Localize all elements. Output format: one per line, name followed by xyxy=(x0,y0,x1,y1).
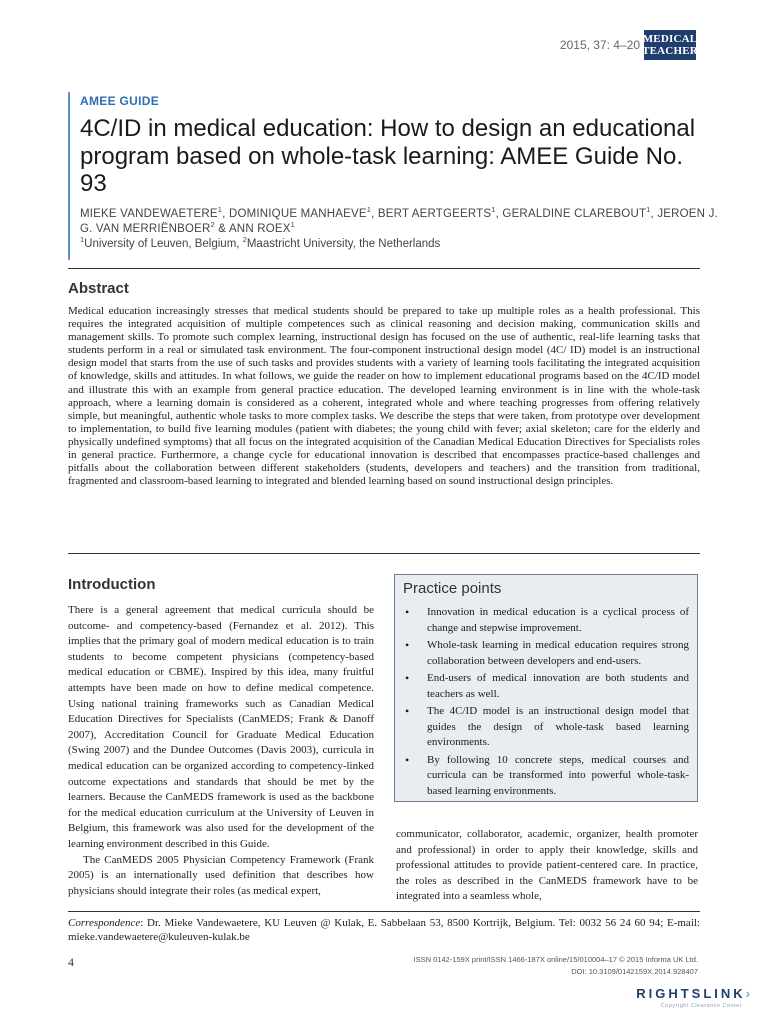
article-title: 4C/ID in medical education: How to design an educational program based on whole-task learning: AMEE Guide No. 93 xyxy=(80,115,696,197)
introduction-continuation: communicator, collaborator, academic, organizer, health promoter and professional) in order to apply their knowledge, skills and professional attitudes to provide patient-centered care. In practice, the roles as described in the CanMEDS framework have to be integrated into a seamless whole, xyxy=(396,828,698,903)
author-affiliation-marker: 1 xyxy=(217,205,223,215)
author-affiliation-marker: 2 xyxy=(210,219,215,229)
affiliation-marker: 1 xyxy=(80,235,85,245)
author-name: GERALDINE CLAREBOUT xyxy=(502,208,647,220)
rightslink-logo xyxy=(636,986,750,1001)
author-separator: , xyxy=(222,208,229,220)
abstract-heading: Abstract xyxy=(68,280,129,297)
title-accent-rule xyxy=(68,92,70,260)
author-name: MIEKE VANDEWAETERE xyxy=(80,208,218,220)
introduction-heading: Introduction xyxy=(68,576,156,593)
author-affiliation-marker: 1 xyxy=(491,205,496,215)
page-number: 4 xyxy=(68,955,74,969)
correspondence-note xyxy=(68,917,700,944)
doi-line: DOI: 10.3109/0142159X.2014.928407 xyxy=(571,967,698,976)
correspondence-text: : Dr. Mieke Vandewaetere, KU Leuven @ Kulak, E. Sabbelaan 53, 8500 Kortrijk, Belgium. Tel: 0032 56 24 60 94; E-mail: mieke.vandewaetere@kuleuven-kulak.be xyxy=(68,917,700,943)
abstract-text: Medical education increasingly stresses that medical students should be prepared to take up multiple roles as a health professional. This requires the integrated acquisition of multiple competences such as clinical reasoning and decision making, communication skills and management skills. To promote such complex learning, instructional design has focused on the use of authentic, real-life learning tasks that students perform in a real or simulated task environment. The four-component instructional design model (4C/ ID) model is an instructional design model that starts from the use of such tasks and provides students with a variety of learning tools facilitating the integrated acquisition of knowledge, skills and attitudes. In what follows, we guide the reader on how to implement educational programs based on the 4C/ID model and illustrate this with an example from general practice education. The developed learning environment is in line with the whole-task approach, where a learning domain is considered as a coherent, integrated whole and where teaching progresses from offering relatively simple, but meaningful, authentic whole tasks to more complex tasks. We describe the steps that were taken, from prototype over development to implementation, to build five learning modules (patient with diabetes; the young child with fever; axial skeleton; care for the elderly and physically undefined symptoms) that all focus on the integrated acquisition of the Canadian Medical Education Directives for Specialists roles in general practice. Furthermore, a change cycle for educational innovation is described that encompasses practice-based challenges and pitfalls about the collaboration between different stakeholders (students, developers and teachers) and the transition from traditional, fragmented and classroom-based learning to integrated and blended learning based on sound instructional design principles. xyxy=(68,305,700,488)
footer-divider xyxy=(68,911,700,912)
affiliations xyxy=(80,235,441,250)
intro-paragraph: The CanMEDS 2005 Physician Competency Framework (Frank 2005) is an internationally used definition that describes how physicians should integrate their roles (as medical expert, xyxy=(68,853,374,897)
practice-point-item: • Innovation in medical education is a cyclical process of change and stepwise improvement. xyxy=(395,605,697,636)
author-affiliation-marker: 1 xyxy=(646,205,651,215)
rightslink-arrow-icon: › xyxy=(745,986,750,1001)
affiliation-text: University of Leuven, Belgium, xyxy=(84,238,243,250)
divider xyxy=(68,553,700,554)
divider xyxy=(68,268,700,269)
author-name: DOMINIQUE MANHAEVE xyxy=(228,208,367,220)
practice-point-item: • The 4C/ID model is an instructional design model that guides the design of whole-task based learning environments. xyxy=(395,704,697,751)
author-affiliation-marker: 1 xyxy=(290,219,295,229)
author-separator: , xyxy=(371,208,378,220)
logo-line-2: TEACHER xyxy=(642,45,698,57)
journal-logo xyxy=(644,30,696,60)
citation: 2015, 37: 4–20 xyxy=(559,38,640,52)
practice-points-list xyxy=(395,605,697,801)
practice-point-item: • By following 10 concrete steps, medical courses and curricula can be transformed into powerful whole-task-based learning environments. xyxy=(395,753,697,800)
rightslink-subtitle: Copyright Clearance Center xyxy=(660,1003,742,1009)
author-name: BERT AERTGEERTS xyxy=(377,208,492,220)
logo-line-1: MEDICAL xyxy=(642,33,698,45)
introduction-body xyxy=(68,603,374,899)
rightslink-text: RIGHTSLINK xyxy=(636,986,746,1001)
section-label: AMEE GUIDE xyxy=(80,94,160,108)
author-name: ANN ROEX xyxy=(228,222,291,235)
correspondence-label: Correspondence xyxy=(68,917,141,929)
practice-points-heading: Practice points xyxy=(403,580,502,597)
practice-point-item: • Whole-task learning in medical education requires strong collaboration between developers and end-users. xyxy=(395,638,697,669)
author-separator: , xyxy=(495,208,503,220)
practice-points-box xyxy=(394,574,698,802)
author-list xyxy=(80,207,720,236)
author-separator: & xyxy=(214,222,229,235)
author-name: JEROEN J. G. VAN MERRIËNBOER xyxy=(80,208,718,235)
author-separator: , xyxy=(650,208,658,220)
affiliation-text: Maastricht University, the Netherlands xyxy=(246,238,441,250)
intro-paragraph: There is a general agreement that medical curricula should be outcome- and competency-based (Fernandez et al. 2012). This implies that the primary goal of modern medical education is to train students to become competent physicians (competency-based medical education or CBME). Inspired by this idea, many fruitful attempts have been made on how to define medical competence. Using national training frameworks such as Canadian Medical Education Directives for Specialists (CanMEDS; Frank & Danoff 2007), Accreditation Council for Graduate Medical Education (Swing 2007) and the Dundee Outcomes (Davis 2003), curricula in medical education can be organized according to competency-linked outcome expectations and standards that should be met by the learners. Because the CanMEDS framework is used as the backbone for the medical education curriculum at the University of Leuven in Belgium, this framework was also used for the development of the learning environment described in this Guide. xyxy=(68,604,374,850)
issn-line: ISSN 0142-159X print/ISSN 1466-187X online/15/010004–17 © 2015 Informa UK Ltd. xyxy=(413,955,698,964)
practice-point-item: • End-users of medical innovation are both students and teachers as well. xyxy=(395,671,697,702)
affiliation-marker: 2 xyxy=(242,235,247,245)
author-affiliation-marker: 1 xyxy=(366,205,372,215)
